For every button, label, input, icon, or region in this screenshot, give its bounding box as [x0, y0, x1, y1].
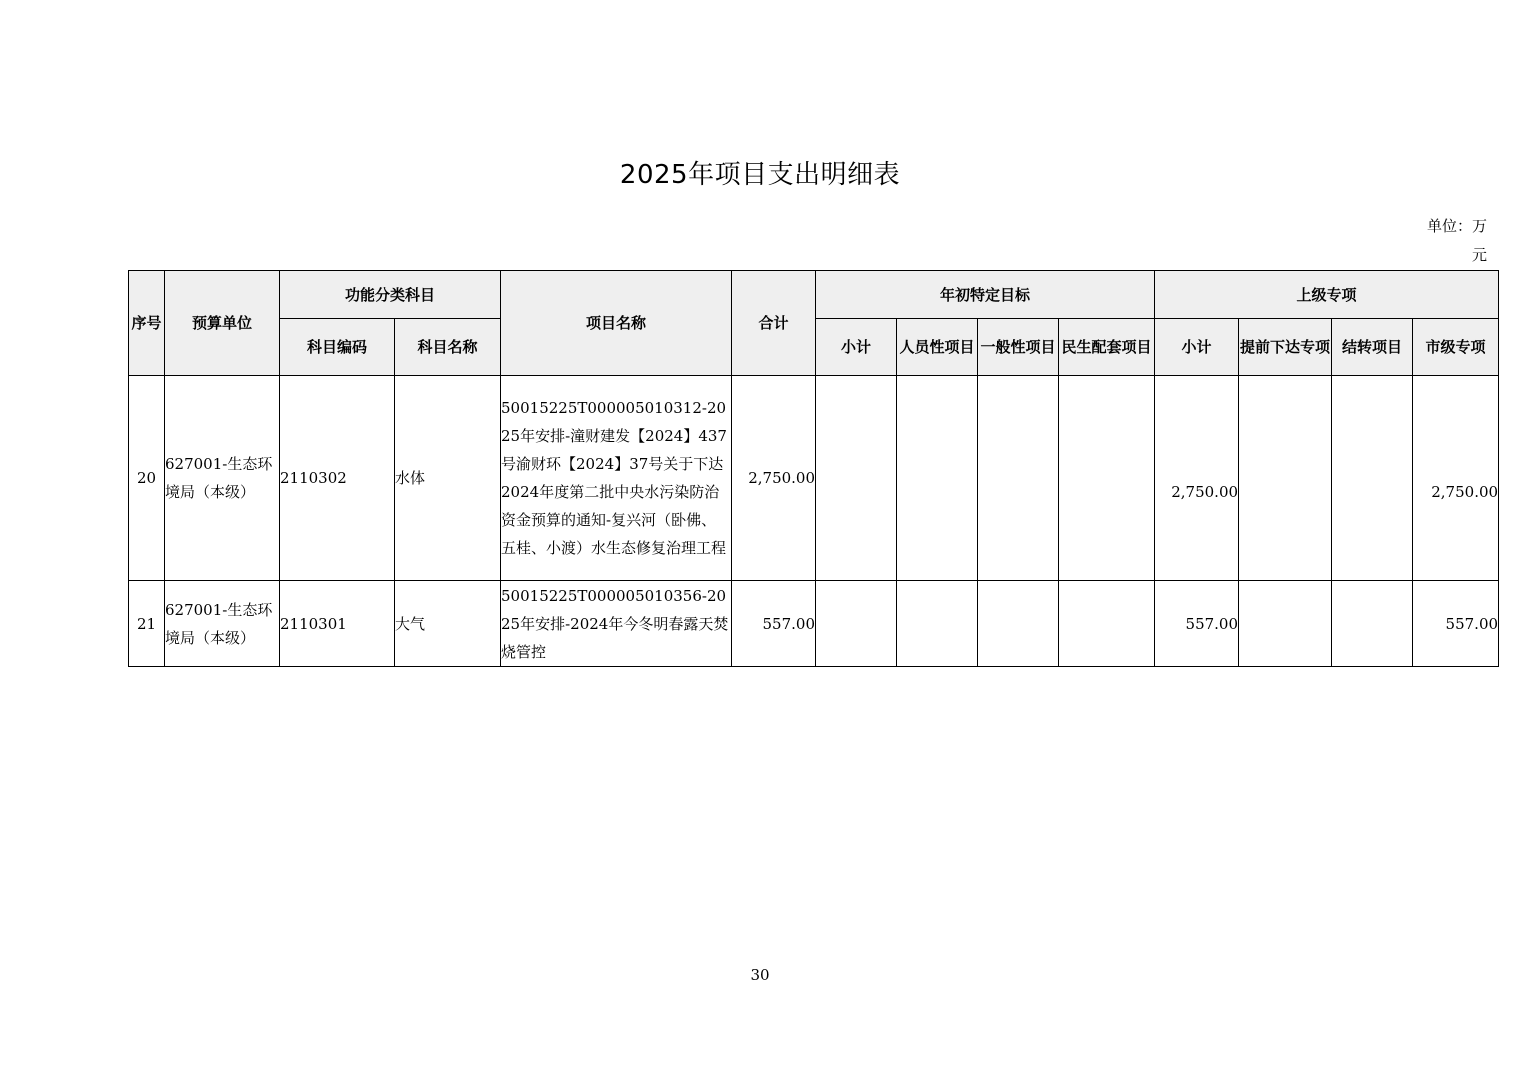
header-personnel-project: 人员性项目	[897, 319, 978, 376]
cell-livelihood-project	[1059, 581, 1155, 667]
header-total: 合计	[732, 271, 816, 376]
header-city-special: 市级专项	[1413, 319, 1499, 376]
table-row	[129, 376, 1499, 581]
cell-city-special-value: 2,750.00	[1431, 483, 1499, 501]
header-project-name: 项目名称	[501, 271, 732, 376]
cell-carryover-project	[1332, 376, 1413, 581]
header-seq: 序号	[129, 271, 165, 376]
header-budget-unit: 预算单位	[165, 271, 280, 376]
header-superior-subtotal: 小计	[1155, 319, 1239, 376]
cell-city-special	[1413, 376, 1499, 581]
cell-advance-special	[1239, 581, 1332, 667]
cell-budget-unit: 627001-生态环境局（本级）	[165, 376, 280, 581]
cell-specific-subtotal	[816, 376, 897, 581]
header-func-class: 功能分类科目	[280, 271, 501, 319]
cell-project-name: 50015225T000005010312-2025年安排-潼财建发【2024】437号渝财环【2024】37号关于下达2024年度第二批中央水污染防治资金预算的通知-复兴河（卧佛、五桂、小渡）水生态修复治理工程	[501, 376, 732, 581]
cell-total: 557.00	[732, 581, 816, 667]
header-general-project: 一般性项目	[978, 319, 1059, 376]
cell-subject-name: 水体	[395, 376, 501, 581]
cell-project-name: 50015225T000005010356-2025年安排-2024年今冬明春露天焚烧管控	[501, 581, 732, 667]
cell-subject-code: 2110302	[280, 376, 395, 581]
cell-livelihood-project	[1059, 376, 1155, 581]
header-advance-special: 提前下达专项	[1239, 319, 1332, 376]
cell-city-special: 557.00	[1413, 581, 1499, 667]
header-subject-name: 科目名称	[395, 319, 501, 376]
page-number: 30	[750, 966, 770, 984]
cell-subject-name: 大气	[395, 581, 501, 667]
cell-budget-unit: 627001-生态环境局（本级）	[165, 581, 280, 667]
cell-superior-subtotal: 557.00	[1155, 581, 1239, 667]
page-title: 2025年项目支出明细表	[619, 160, 901, 190]
header-subject-code: 科目编码	[280, 319, 395, 376]
header-carryover-project: 结转项目	[1332, 319, 1413, 376]
cell-personnel-project	[897, 376, 978, 581]
header-specific-subtotal: 小计	[816, 319, 897, 376]
cell-seq: 21	[129, 581, 165, 667]
cell-total: 2,750.00	[732, 376, 816, 581]
cell-general-project	[978, 376, 1059, 581]
unit-label: 单位：万元	[1426, 217, 1487, 264]
cell-personnel-project	[897, 581, 978, 667]
header-specific-target: 年初特定目标	[816, 271, 1155, 319]
cell-carryover-project	[1332, 581, 1413, 667]
header-superior-special: 上级专项	[1155, 271, 1499, 319]
header-livelihood-project: 民生配套项目	[1059, 319, 1155, 376]
cell-advance-special	[1239, 376, 1332, 581]
table-row	[129, 581, 1499, 667]
cell-superior-subtotal-value: 2,750.00	[1171, 483, 1239, 501]
cell-seq: 20	[129, 376, 165, 581]
cell-specific-subtotal	[816, 581, 897, 667]
cell-subject-code: 2110301	[280, 581, 395, 667]
project-expenditure-table	[128, 270, 1499, 667]
cell-superior-subtotal	[1155, 376, 1239, 581]
cell-general-project	[978, 581, 1059, 667]
